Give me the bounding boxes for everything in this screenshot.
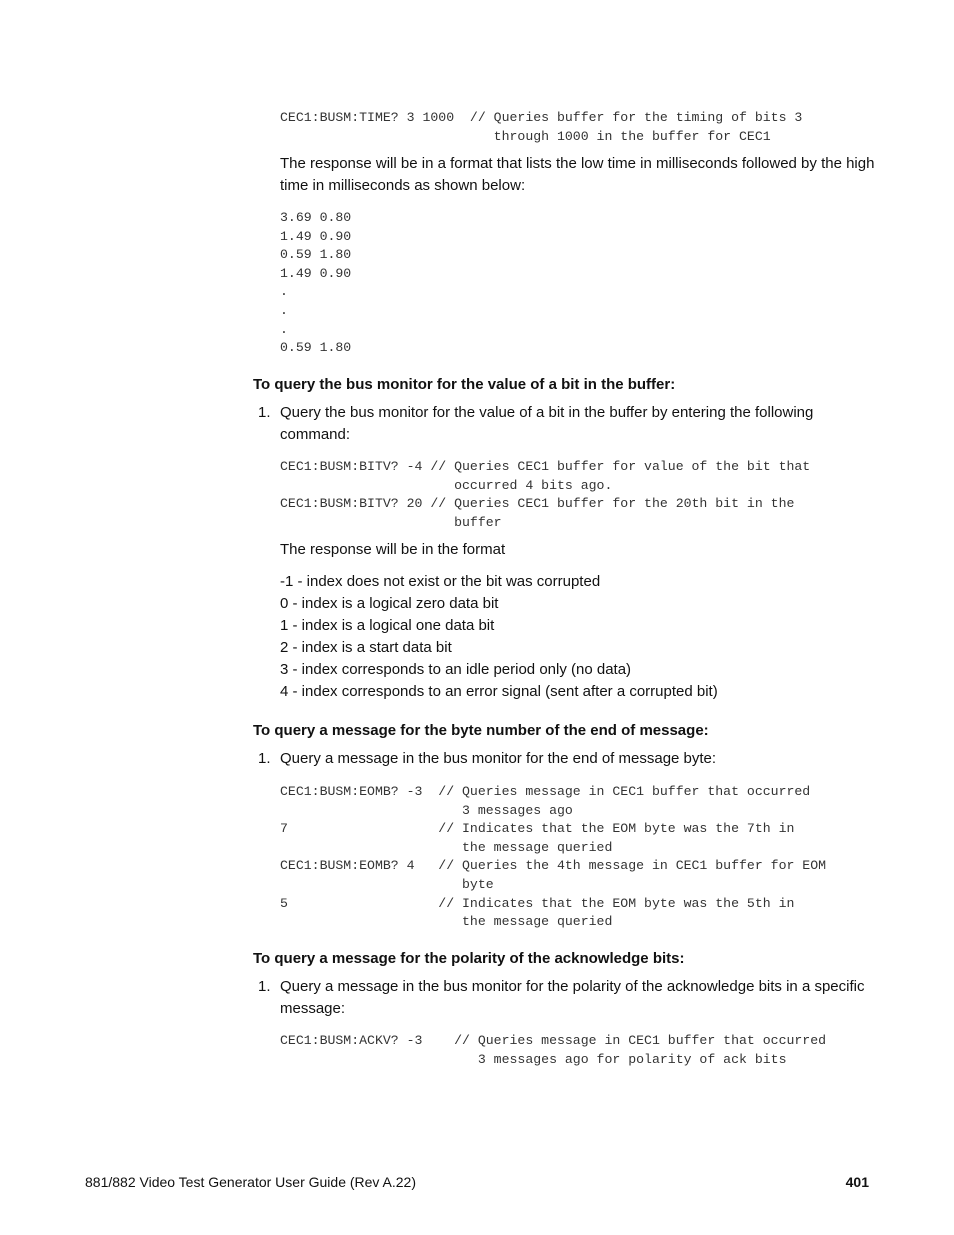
code-block-eomb-query: CEC1:BUSM:EOMB? -3 // Queries message in CEC1 buffer that occurred 3 messages ago 7 // Indicates that the EOM byte was the 7th in the message queried CEC1:BUSM:EOMB? 4 // Queries the 4th message in CEC1 buffer for EOM byte 5 // Indicates that the EOM byte was the 5th in the message queried [280,784,827,930]
heading-ack-polarity-query: To query a message for the polarity of the acknowledge bits: [253,950,685,967]
list-item: 2 - index is a start data bit [280,639,452,656]
footer-document-title: 881/882 Video Test Generator User Guide (Rev A.22) [85,1174,417,1190]
step-text-eom: Query a message in the bus monitor for the end of message byte: [280,750,717,767]
list-item: -1 - index does not exist or the bit was corrupted [280,573,601,590]
list-item: 4 - index corresponds to an error signal (sent after a corrupted bit) [280,683,718,700]
heading-bit-value-query: To query the bus monitor for the value of a bit in the buffer: [253,376,676,393]
step-text-bit-value: Query the bus monitor for the value of a bit in the buffer by entering the following command: [280,404,814,443]
paragraph-response-format-short: The response will be in the format [280,541,506,558]
step-text-ack-polarity: Query a message in the bus monitor for the polarity of the acknowledge bits in a specific message: [280,978,865,1017]
code-block-bitv-query: CEC1:BUSM:BITV? -4 // Queries CEC1 buffer for value of the bit that occurred 4 bits ago. CEC1:BUSM:BITV? 20 // Queries CEC1 buffer for the 20th bit in the buffer [280,459,811,530]
step-number: 1. [258,404,271,421]
heading-eom-query: To query a message for the byte number of the end of message: [253,722,709,739]
step-number: 1. [258,750,271,767]
list-item: 3 - index corresponds to an idle period only (no data) [280,661,632,678]
format-value-list [280,571,718,703]
code-block-time-query: CEC1:BUSM:TIME? 3 1000 // Queries buffer for the timing of bits 3 through 1000 in the buffer for CEC1 [280,110,803,144]
code-block-timing-response: 3.69 0.80 1.49 0.90 0.59 1.80 1.49 0.90 . . . 0.59 1.80 [280,210,352,356]
footer-page-number: 401 [845,1174,869,1190]
list-item: 1 - index is a logical one data bit [280,617,495,634]
step-number: 1. [258,978,271,995]
code-block-ackv-query: CEC1:BUSM:ACKV? -3 // Queries message in CEC1 buffer that occurred 3 messages ago for polarity of ack bits [280,1033,827,1067]
paragraph-response-format: The response will be in a format that lists the low time in milliseconds followed by the high time in milliseconds as shown below: [280,155,875,194]
list-item: 0 - index is a logical zero data bit [280,595,499,612]
